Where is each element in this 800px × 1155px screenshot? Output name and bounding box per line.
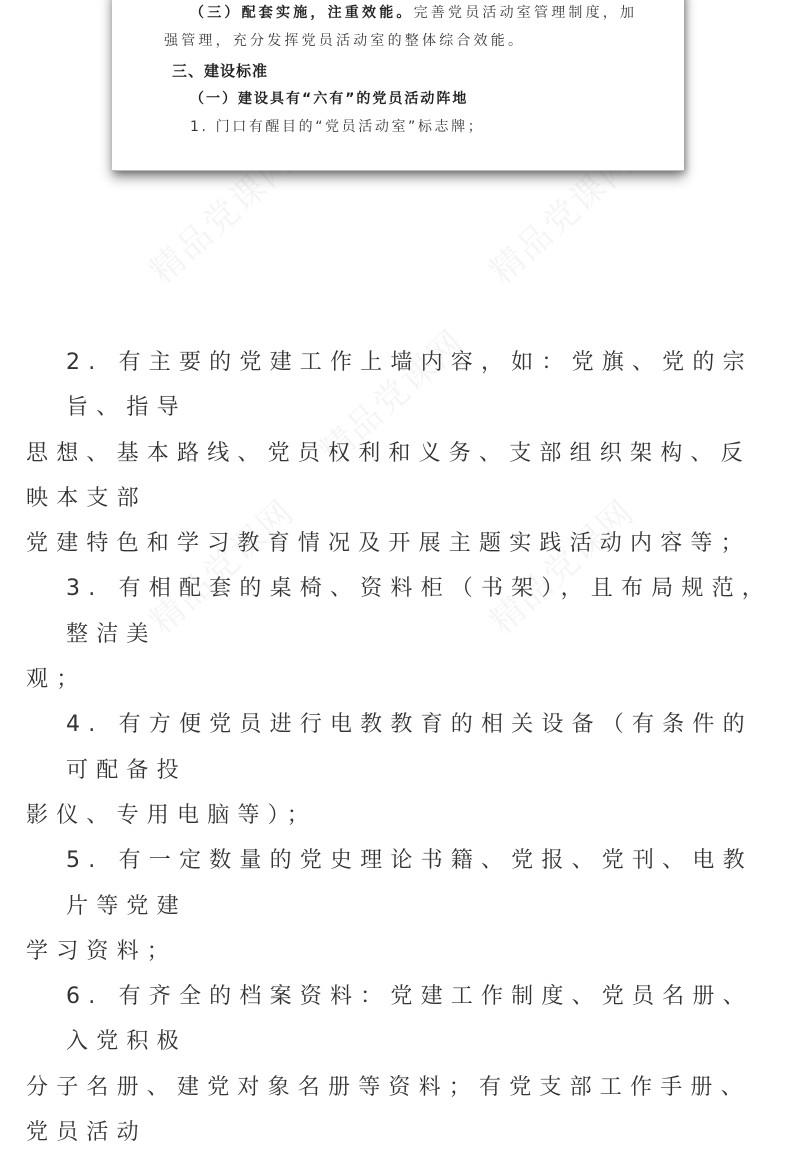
watermark: 精品党课网 <box>312 322 473 473</box>
watermark: 精品党课网 <box>482 142 643 293</box>
document-body <box>26 340 776 1155</box>
item-2-line-2: 思想、基本路线、党员权利和义务、支部组织架构、反映本支部 <box>26 440 751 511</box>
paragraph-3-heading: （三）配套实施，注重效能。 <box>190 5 414 21</box>
item-3-line-2: 观； <box>26 667 87 693</box>
watermark: 精品党课网 <box>142 492 303 643</box>
item-5-line-2: 学习资料； <box>26 938 178 964</box>
item-6-line-1: 6. 有齐全的档案资料：党建工作制度、党员名册、入党积极 <box>66 984 753 1055</box>
item-3-line-1: 3. 有相配套的桌椅、资料柜（书架），且布局规范，整洁美 <box>66 576 772 647</box>
watermark: 精品党课网 <box>482 492 643 643</box>
section-heading: 三、建设标准 <box>172 62 269 80</box>
item-6-line-2: 分子名册、建党对象名册等资料；有党支部工作手册、党员活动 <box>26 1074 751 1146</box>
watermark: 精品党课网 <box>142 142 303 293</box>
item-2-line-1: 2. 有主要的党建工作上墙内容，如：党旗、党的宗旨、指导 <box>66 350 753 421</box>
item-2-line-3: 党建特色和学习教育情况及开展主题实践活动内容等； <box>26 531 751 557</box>
item-4-line-2: 影仪、专用电脑等）； <box>26 802 318 828</box>
sub-heading: （一）建设具有“六有”的党员活动阵地 <box>190 91 469 107</box>
item-4-line-1: 4. 有方便党员进行电教教育的相关设备（有条件的可配备投 <box>66 712 753 783</box>
paragraph-3-line-2: 强管理，充分发挥党员活动室的整体综合效能。 <box>164 33 526 49</box>
paragraph-3-text: 完善党员活动室管理制度，加 <box>413 5 638 21</box>
paragraph-3-line-1 <box>190 2 637 22</box>
embedded-document-card <box>112 0 684 171</box>
item-5-line-1: 5. 有一定数量的党史理论书籍、党报、党刊、电教片等党建 <box>66 848 753 919</box>
item-1: 1. 门口有醒目的“党员活动室”标志牌； <box>190 119 485 135</box>
